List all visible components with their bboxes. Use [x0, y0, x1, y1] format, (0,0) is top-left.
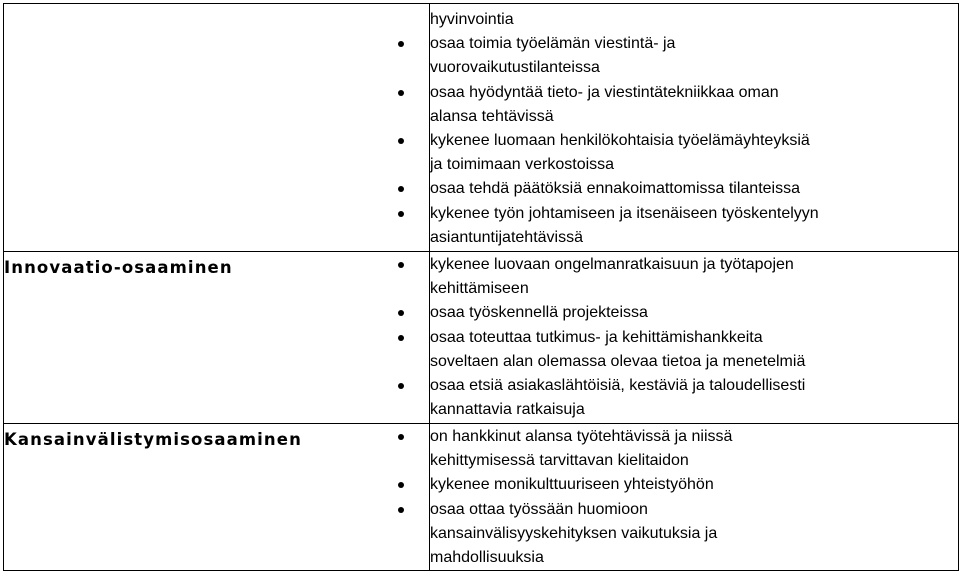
list-item-line: vuorovaikutustilanteissa: [430, 59, 600, 77]
list-item-line: kykenee työn johtamiseen ja itsenäiseen työskentelyyn: [430, 204, 819, 222]
list-item-line: kehittymisessä tarvittavan kielitaidon: [430, 452, 689, 470]
bullet-list: [430, 253, 958, 422]
list-item-line: osaa tehdä päätöksiä ennakoimattomissa tilanteissa: [430, 180, 800, 198]
list-item-line: alansa tehtävissä: [430, 107, 554, 125]
content-cell: [430, 252, 959, 424]
list-item-line: kansainvälisyyskehityksen vaikutuksia ja: [430, 524, 718, 542]
bullet-dot-icon: [398, 211, 404, 217]
list-item: [430, 202, 958, 250]
table-row: [4, 252, 959, 424]
list-item: [430, 81, 958, 129]
list-item: [430, 177, 958, 201]
bullet-dot-icon: [398, 90, 404, 96]
list-item: [430, 253, 958, 301]
list-item-line: kykenee monikulttuuriseen yhteistyöhön: [430, 476, 714, 494]
list-item-line: osaa etsiä asiakaslähtöisiä, kestäviä ja taloudellisesti: [430, 377, 806, 395]
competence-table-body: [4, 4, 959, 571]
list-item: [430, 425, 958, 473]
bullet-list: [430, 425, 958, 570]
list-item-line: ja toimimaan verkostoissa: [430, 156, 615, 174]
category-cell: [4, 4, 430, 252]
continued-text: hyvinvointia: [430, 11, 514, 28]
list-item-line: soveltaen alan olemassa olevaa tietoa ja menetelmiä: [430, 352, 806, 370]
list-item: [430, 129, 958, 177]
table-row: [4, 4, 959, 252]
bullet-dot-icon: [398, 383, 404, 389]
list-item: [430, 301, 958, 325]
bullet-list: [430, 32, 958, 250]
category-label-innovaatio: Innovaatio-osaaminen: [4, 258, 233, 277]
category-cell: [4, 424, 430, 571]
competence-table: [3, 3, 959, 571]
category-label-kansainvalistymis: Kansainvälistymisosaaminen: [4, 430, 302, 449]
content-cell: [430, 4, 959, 252]
list-item: [430, 498, 958, 571]
list-item-line: kannattavia ratkaisuja: [430, 401, 585, 419]
bullet-dot-icon: [398, 335, 404, 341]
list-item-line: osaa hyödyntää tieto- ja viestintätekniikkaa oman: [430, 83, 779, 101]
list-item-line: osaa toimia työelämän viestintä- ja: [430, 35, 676, 53]
list-item-line: asiantuntijatehtävissä: [430, 228, 583, 246]
category-cell: [4, 252, 430, 424]
list-item-line: kehittämiseen: [430, 280, 529, 298]
bullet-dot-icon: [398, 434, 404, 440]
bullet-dot-icon: [398, 138, 404, 144]
bullet-dot-icon: [398, 262, 404, 268]
list-item-line: kykenee luovaan ongelmanratkaisuun ja työtapojen: [430, 256, 794, 273]
content-cell: [430, 424, 959, 571]
list-item-line: osaa ottaa työssään huomioon: [430, 500, 648, 518]
list-item: [430, 326, 958, 374]
list-item: [430, 473, 958, 497]
list-item-line: osaa työskennellä projekteissa: [430, 304, 648, 322]
list-item: [430, 374, 958, 422]
list-item-line: on hankkinut alansa työtehtävissä ja niissä: [430, 428, 733, 445]
bullet-dot-icon: [398, 507, 404, 513]
table-row: [4, 424, 959, 571]
list-item-line: kykenee luomaan henkilökohtaisia työelämäyhteyksiä: [430, 132, 810, 150]
list-item-line: osaa toteuttaa tutkimus- ja kehittämishankkeita: [430, 328, 763, 346]
list-item-line: mahdollisuuksia: [430, 549, 544, 567]
list-item: [430, 32, 958, 80]
